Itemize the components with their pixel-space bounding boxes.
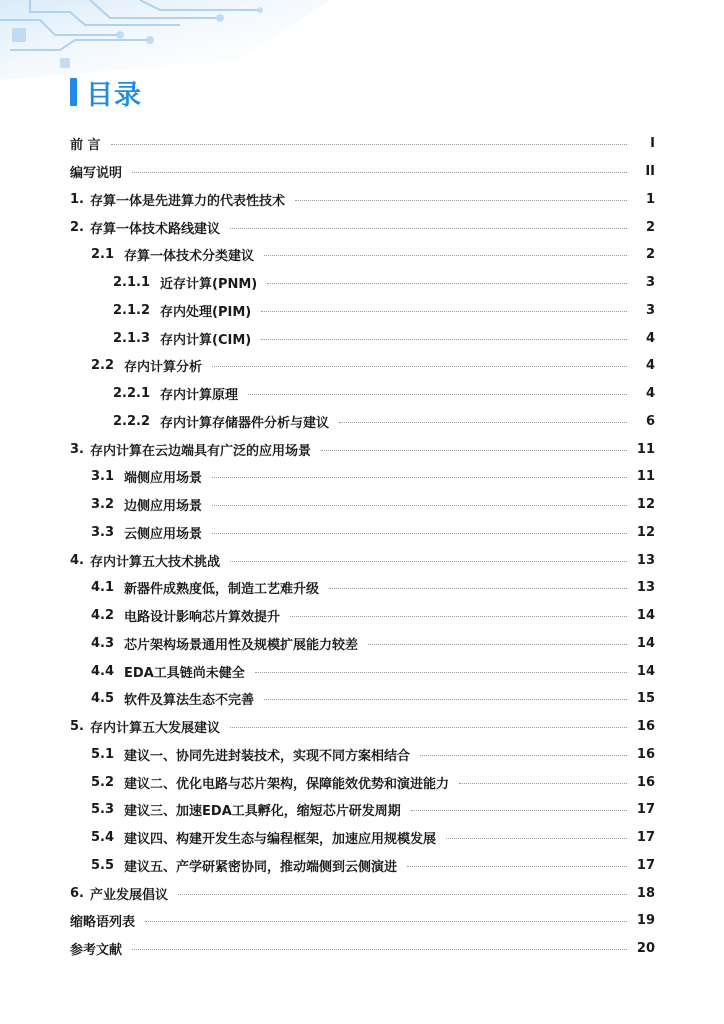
toc-entry-page: 16	[636, 746, 655, 762]
toc-entry-page: 13	[636, 552, 655, 568]
toc-entry-page: 17	[636, 857, 655, 873]
dot-leader	[264, 255, 627, 256]
dot-leader	[212, 505, 627, 506]
toc-entry-number: 4.4	[91, 663, 115, 679]
toc-entry-title: 前 言	[70, 138, 101, 154]
toc-entry-number: 2.2.2	[113, 413, 151, 429]
toc-entry-page: 4	[645, 330, 655, 346]
dot-leader	[230, 561, 627, 562]
dot-leader	[329, 588, 627, 589]
toc-entry-page: 3	[645, 302, 655, 318]
toc-entry-page: II	[645, 164, 655, 180]
toc-entry-page: 14	[636, 608, 655, 624]
toc-entry-title: 建议五、产学研紧密协同，推动端侧到云侧演进	[124, 859, 398, 875]
toc-entry-title: 存内计算存储器件分析与建议	[160, 415, 330, 431]
dot-leader	[230, 228, 627, 229]
dot-leader	[368, 644, 627, 645]
toc-entry-number: 3.	[70, 441, 84, 457]
toc-entry-page: 3	[645, 275, 655, 291]
dot-leader	[261, 339, 627, 340]
toc-entry-page: 14	[636, 663, 655, 679]
toc-entry[interactable]	[70, 741, 655, 769]
toc-entry-page: 4	[645, 358, 655, 374]
toc-entry[interactable]	[70, 352, 655, 380]
toc-entry[interactable]	[70, 158, 655, 186]
dot-leader	[145, 921, 627, 922]
toc-entry[interactable]	[70, 657, 655, 685]
toc-entry-page: 11	[636, 441, 655, 457]
toc-entry[interactable]	[70, 408, 655, 436]
toc-entry[interactable]	[70, 935, 655, 963]
dot-leader	[261, 311, 627, 312]
toc-entry-page: 20	[636, 941, 655, 957]
dot-leader	[132, 949, 627, 950]
toc-entry-title: 云侧应用场景	[124, 526, 203, 542]
toc-entry[interactable]	[70, 685, 655, 713]
dot-leader	[290, 616, 627, 617]
toc-entry-number: 1.	[70, 191, 84, 207]
toc-entry-title: 存内计算原理	[160, 388, 239, 404]
toc-entry-page: 11	[636, 469, 655, 485]
toc-entry-title: 存内计算五大发展建议	[89, 721, 220, 737]
dot-leader	[407, 866, 627, 867]
toc-entry-page: 1	[645, 191, 655, 207]
toc-entry[interactable]	[70, 796, 655, 824]
page-title: 目录	[86, 79, 142, 111]
toc-entry[interactable]	[70, 602, 655, 630]
dot-leader	[321, 450, 627, 451]
toc-entry-title: 存算一体是先进算力的代表性技术	[89, 193, 285, 209]
toc-entry-title: 产业发展倡议	[89, 887, 168, 903]
toc-entry[interactable]	[70, 519, 655, 547]
toc-entry[interactable]	[70, 269, 655, 297]
toc-entry-number: 2.2.1	[113, 386, 151, 402]
toc-entry[interactable]	[70, 907, 655, 935]
toc-entry-title: 电路设计影响芯片算效提升	[124, 610, 281, 626]
toc-entry-title: 建议一、协同先进封装技术，实现不同方案相结合	[124, 748, 411, 764]
toc-entry-page: 14	[636, 635, 655, 651]
toc-entry-title: 编写说明	[70, 166, 123, 182]
toc-heading	[70, 76, 142, 111]
dot-leader	[411, 810, 627, 811]
toc-entry-title: EDA工具链尚未健全	[124, 665, 245, 681]
toc-entry[interactable]	[70, 324, 655, 352]
toc-entry-page: 18	[636, 885, 655, 901]
toc-entry[interactable]	[70, 574, 655, 602]
toc-entry-number: 4.3	[91, 635, 115, 651]
toc-entry-title: 存内计算(CIM)	[160, 332, 252, 348]
toc-entry-page: 2	[645, 219, 655, 235]
toc-entry[interactable]	[70, 435, 655, 463]
toc-entry-page: 16	[636, 719, 655, 735]
toc-entry-title: 边侧应用场景	[124, 499, 203, 515]
toc-entry-page: 19	[636, 913, 655, 929]
toc-entry[interactable]	[70, 824, 655, 852]
dot-leader	[212, 477, 627, 478]
toc-entry-number: 2.1.3	[113, 330, 151, 346]
dot-leader	[446, 838, 627, 839]
dot-leader	[212, 533, 627, 534]
toc-entry[interactable]	[70, 713, 655, 741]
toc-entry-page: 12	[636, 524, 655, 540]
toc-entry[interactable]	[70, 130, 655, 158]
toc-entry-title: 建议三、加速EDA工具孵化，缩短芯片研发周期	[124, 804, 401, 820]
toc-entry-number: 2.	[70, 219, 84, 235]
toc-entry[interactable]	[70, 491, 655, 519]
toc-entry-number: 4.5	[91, 691, 115, 707]
toc-entry[interactable]	[70, 630, 655, 658]
toc-entry-number: 4.	[70, 552, 84, 568]
dot-leader	[339, 422, 627, 423]
toc-entry-title: 端侧应用场景	[124, 471, 203, 487]
toc-entry-title: 芯片架构场景通用性及规模扩展能力较差	[124, 637, 359, 653]
toc-entry-page: 15	[636, 691, 655, 707]
toc-entry[interactable]	[70, 879, 655, 907]
toc-entry-number: 3.2	[91, 497, 115, 513]
toc-entry-title: 软件及算法生态不完善	[124, 693, 255, 709]
toc-entry-title: 参考文献	[70, 943, 123, 959]
toc-entry-title: 存算一体技术分类建议	[124, 249, 255, 265]
toc-entry-title: 建议二、优化电路与芯片架构，保障能效优势和演进能力	[124, 776, 450, 792]
toc-entry-page: I	[650, 136, 655, 152]
toc-entry[interactable]	[70, 380, 655, 408]
toc-entry[interactable]	[70, 768, 655, 796]
dot-leader	[267, 283, 627, 284]
toc-entry-page: 13	[636, 580, 655, 596]
toc-entry[interactable]	[70, 297, 655, 325]
dot-leader	[132, 172, 627, 173]
toc-entry-page: 12	[636, 497, 655, 513]
toc-entry-page: 6	[645, 413, 655, 429]
toc-entry[interactable]	[70, 546, 655, 574]
toc-entry-number: 5.4	[91, 830, 115, 846]
dot-leader	[255, 672, 627, 673]
toc-entry-title: 存内处理(PIM)	[160, 304, 252, 320]
circuit-decoration	[0, 0, 724, 80]
toc-entry-title: 存内计算五大技术挑战	[89, 554, 220, 570]
toc-entry-number: 4.2	[91, 608, 115, 624]
toc-entry-number: 3.1	[91, 469, 115, 485]
dot-leader	[111, 144, 627, 145]
toc-entry[interactable]	[70, 213, 655, 241]
dot-leader	[264, 699, 627, 700]
toc-entry[interactable]	[70, 852, 655, 880]
toc-entry-number: 5.	[70, 719, 84, 735]
toc-entry-title: 建议四、构建开发生态与编程框架，加速应用规模发展	[124, 832, 437, 848]
heading-accent-bar	[70, 78, 77, 106]
dot-leader	[248, 394, 627, 395]
toc-entry-number: 4.1	[91, 580, 115, 596]
toc-entry-page: 2	[645, 247, 655, 263]
dot-leader	[295, 200, 627, 201]
toc-entry-title: 存算一体技术路线建议	[89, 221, 220, 237]
dot-leader	[230, 727, 627, 728]
table-of-contents	[70, 130, 655, 963]
toc-entry-number: 5.5	[91, 857, 115, 873]
toc-entry-number: 2.1.1	[113, 275, 151, 291]
dot-leader	[212, 366, 627, 367]
toc-entry-title: 缩略语列表	[70, 915, 136, 931]
toc-entry-title: 存内计算分析	[124, 360, 203, 376]
toc-entry-page: 17	[636, 830, 655, 846]
toc-entry-title: 存内计算在云边端具有广泛的应用场景	[89, 443, 311, 459]
dot-leader	[178, 894, 627, 895]
toc-entry-number: 2.2	[91, 358, 115, 374]
toc-entry-page: 4	[645, 386, 655, 402]
toc-entry-number: 5.3	[91, 802, 115, 818]
toc-entry-page: 17	[636, 802, 655, 818]
toc-entry-number: 2.1	[91, 247, 115, 263]
toc-entry-number: 5.2	[91, 774, 115, 790]
dot-leader	[420, 755, 627, 756]
toc-entry-number: 6.	[70, 885, 84, 901]
toc-entry-number: 2.1.2	[113, 302, 151, 318]
toc-entry[interactable]	[70, 186, 655, 214]
toc-entry[interactable]	[70, 463, 655, 491]
toc-entry-title: 近存计算(PNM)	[160, 277, 258, 293]
toc-entry-page: 16	[636, 774, 655, 790]
toc-entry-number: 5.1	[91, 746, 115, 762]
toc-entry-title: 新器件成熟度低，制造工艺难升级	[124, 582, 320, 598]
toc-entry-number: 3.3	[91, 524, 115, 540]
dot-leader	[459, 783, 627, 784]
toc-entry[interactable]	[70, 241, 655, 269]
